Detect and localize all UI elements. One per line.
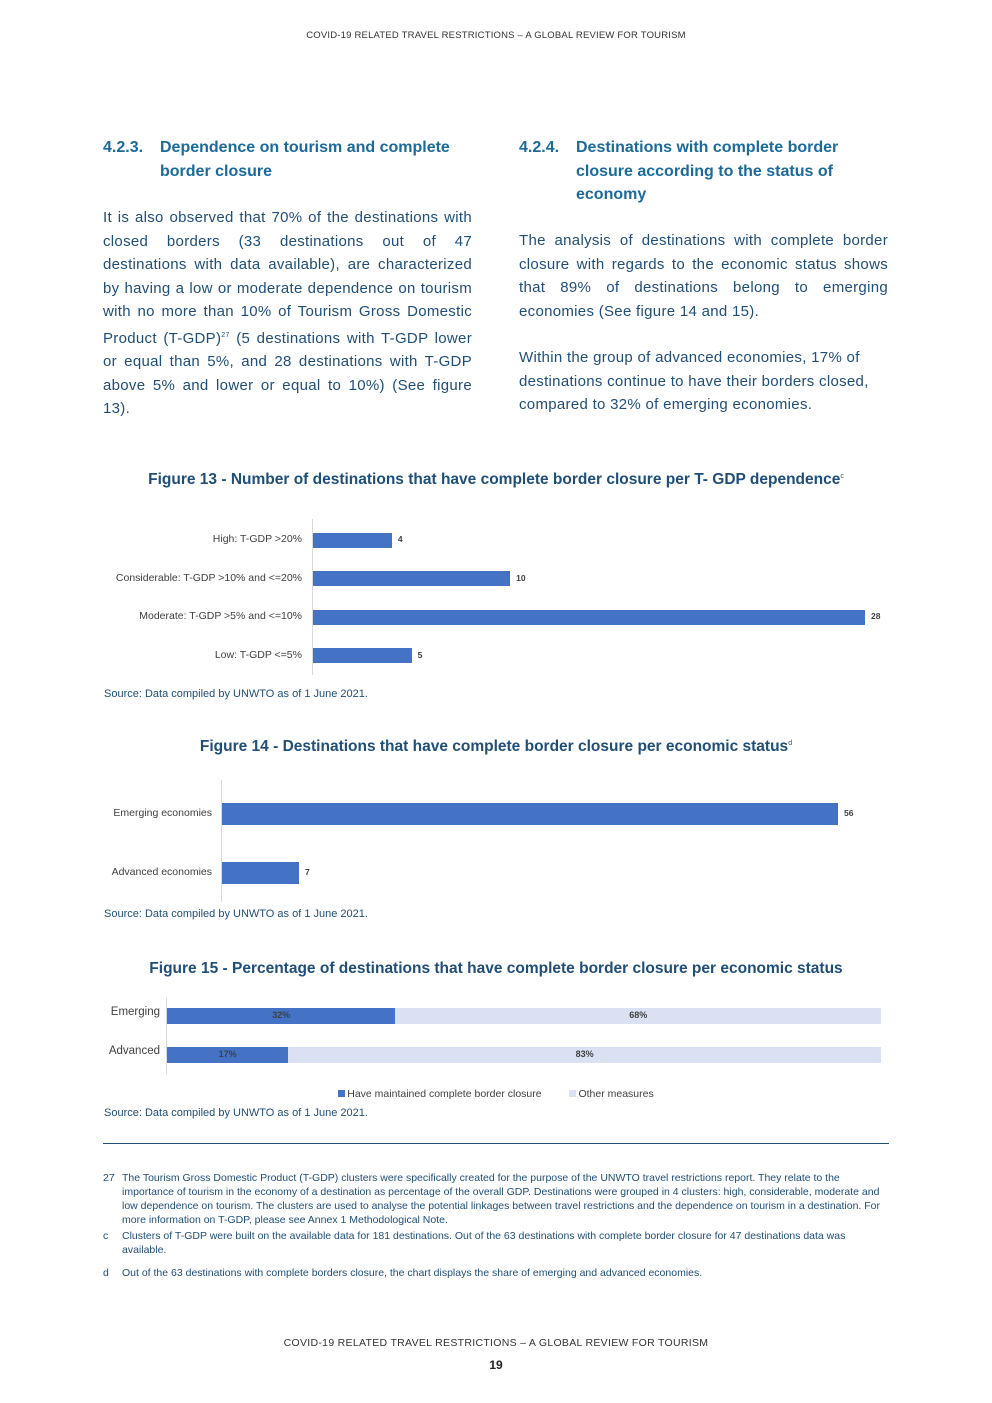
category-label: Moderate: T-GDP >5% and <=10% — [139, 610, 302, 622]
section-4-2-4-paragraph-1: The analysis of destinations with complete border closure with regards to the economic status shows that 89% of destinations belong to emerging economies (See figure 14 and 15). — [519, 232, 888, 320]
figure-13-chart — [0, 515, 992, 675]
figure-14-chart — [0, 778, 992, 902]
category-label: Low: T-GDP <=5% — [214, 648, 302, 661]
footnote-mark: 27 — [103, 1172, 115, 1184]
footnote-mark: c — [103, 1230, 109, 1242]
section-4-2-3-paragraph: It is also observed that 70% of the destinations with closed borders (33 destinations out of 47 destinations with data available), are characterized by having a low or moderate dependence on tourism with no more than 10% of Tourism Gross Domestic Product $(T-GDP)^{27}$ (5 destinations with T-GDP lower or equal than 5%, and 28 destinations with T-GDP above 5% and lower or equal to 10%) (See figure 13). — [103, 209, 472, 417]
footnote-27: 27 The Tourism Gross Domestic Product (T-GDP) clusters were specifically created for the purpose of the UNWTO travel restrictions report. They relate to the importance of tourism in the economy of a destination as percentage of the overall GDP. Destinations were grouped in 4 clusters: high, considerable, moderate and low dependence on tourism. The clusters are used to analyse the potential linkages between travel restrictions and the dependence on tourism in a destination. For more information on T-GDP, please see Annex 1 Methodological Note. — [103, 1172, 881, 1226]
legend-swatch — [338, 1090, 345, 1097]
bar — [222, 862, 299, 884]
data-label: 5 — [417, 649, 423, 660]
bar — [222, 803, 838, 825]
category-label: Considerable: T-GDP >10% and <=20% — [115, 571, 302, 584]
data-label: 7 — [305, 867, 310, 877]
data-label: 28 — [871, 611, 881, 621]
section-4-2-4-paragraph-2: Within the group of advanced economies, 17% of destinations continue to have their borders closed, compared to 32% of emerging economies. — [519, 349, 869, 413]
figure-14-title: Figure 14 - Destinations that have complete border closure per economic status$^d$ — [199, 738, 793, 755]
footnote-divider — [103, 1143, 889, 1144]
bar — [313, 533, 392, 548]
data-label: 68% — [629, 1010, 648, 1020]
page-number: 19 — [489, 1358, 503, 1372]
section-heading-4-2-3 — [103, 136, 473, 183]
data-label: 10 — [516, 572, 526, 583]
figure-14-source: Source: Data compiled by UNWTO as of 1 June 2021. — [104, 908, 368, 920]
data-label: 56 — [844, 808, 854, 818]
figure-13-source: Source: Data compiled by UNWTO as of 1 June 2021. — [104, 688, 368, 700]
figure-15-title: Figure 15 - Percentage of destinations that have complete border closure per economic status — [149, 960, 843, 977]
category-label: Emerging economies — [113, 807, 212, 819]
bar — [313, 648, 412, 663]
category-label: Advanced — [108, 1045, 160, 1057]
footnote-ref-c[interactable]: c — [840, 472, 844, 480]
section-heading-4-2-4 — [519, 136, 889, 207]
footnote-ref-d[interactable]: d — [788, 739, 793, 747]
section-title: Dependence on tourism and complete border closure — [160, 139, 450, 180]
data-label: 32% — [272, 1010, 291, 1020]
data-label: 17% — [218, 1049, 237, 1059]
legend-swatch — [569, 1090, 576, 1097]
data-label: 83% — [575, 1049, 594, 1059]
category-label: Advanced economies — [111, 866, 212, 878]
category-label: High: T-GDP >20% — [212, 533, 302, 545]
footnote-ref-27[interactable]: 27 — [221, 331, 230, 339]
chart-legend — [0, 1088, 992, 1100]
bar — [313, 610, 865, 625]
figure-13-title: Figure 13 - Number of destinations that have complete border closure per T- GDP dependence$^c$ — [148, 471, 844, 488]
section-number: 4.2.4. — [519, 139, 560, 156]
figure-15-chart — [0, 998, 992, 1102]
running-header: COVID-19 RELATED TRAVEL RESTRICTIONS – A GLOBAL REVIEW FOR TOURISM — [306, 30, 686, 41]
legend-item-other: Other measures — [569, 1088, 653, 1100]
running-footer: COVID-19 RELATED TRAVEL RESTRICTIONS – A GLOBAL REVIEW FOR TOURISM — [283, 1337, 709, 1349]
bar — [313, 571, 510, 586]
footnote-c: c Clusters of T-GDP were built on the available data for 181 destinations. Out of the 63 destinations with complete border closure for 47 destinations data was available. — [103, 1230, 846, 1256]
footnote-d: d Out of the 63 destinations with complete borders closure, the chart displays the share of emerging and advanced economies. — [103, 1267, 703, 1279]
figure-15-source: Source: Data compiled by UNWTO as of 1 June 2021. — [104, 1107, 368, 1119]
category-label: Emerging — [110, 1006, 160, 1018]
footnote-mark: d — [103, 1267, 109, 1279]
section-number: 4.2.3. — [103, 139, 144, 156]
data-label: 4 — [397, 534, 403, 544]
legend-item-closure: Have maintained complete border closure — [338, 1088, 541, 1100]
section-title: Destinations with complete border closure according to the status of economy — [576, 139, 839, 203]
